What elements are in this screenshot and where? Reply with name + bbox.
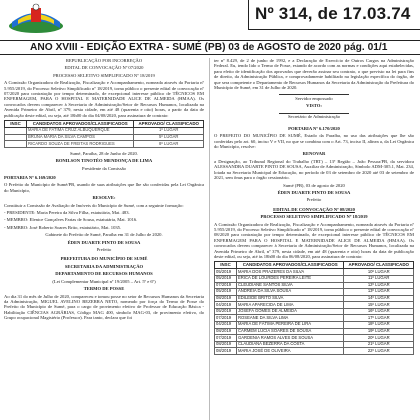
member-line: - MEMBRO: Elenice Gonçalves Farias de Sousa, estatutária, Mat. 1016. (4, 217, 138, 223)
table-cell: ANDRÉIA DA SILVA SOUSA (237, 289, 344, 296)
table-cell (5, 128, 27, 135)
termo-posse-body: Ao dia 31 do mês de Julho de 2020, compareceu e tomou posse no setor de Recursos Humanos da Secretaria da Administração, MIGUEL AVELINO BEZERRA NETO, nomeado por força do Termo de Posse do Prefeito do Município de Sumé, para o cargo de provimento efetivo de Professor de Educação Básica - Habilitação CIÊNCIAS AGRÁRIAS, Código MAG 400, símbolo MAG-03, de provimento efetivo, do Grupo ocupacional Magistério (Professor). Para tanto, declara que foi (4, 293, 204, 321)
edition-bar (0, 40, 420, 55)
col-classification: APROVADO/ CLASSIFICADO (344, 262, 414, 269)
column-divider (209, 58, 210, 420)
departamento-heading: DEPARTAMENTO DE RECURSOS HUMANOS (55, 271, 153, 277)
signature-name: ÉDEN DUARTE PINTO DE SOUSA (277, 189, 351, 195)
table-cell: 21º LUGAR (344, 341, 414, 348)
table-cell: 07/2019 (215, 282, 237, 289)
table-cell: 05/2019 (215, 269, 237, 276)
col-classification: APROVADO/ CLASSIFICADO (134, 121, 204, 128)
table-cell: CARMEM LÚCIA SOARES DE SOUSA (237, 328, 344, 335)
process-title: PROCESSO SELETIVO SIMPLIFICADO Nº 18/2019 (53, 72, 155, 78)
table-cell: JOSEFA GOMES DE ALMEIDA (237, 308, 344, 315)
col-insc: INSC (5, 121, 27, 128)
portaria-body: O PREFEITO DO MUNICÍPIO DE SUMÉ, Estado da Paraíba, no uso das atribuições que lhe são conferidas pelo art. 60, inciso V e VII, no que se combina com o Art. 73, inciso II, alínea a, da Lei Orgânica do Município, resolve: (214, 133, 414, 150)
renovar-body: a Designação, ao Tribunal Regional do Trabalho (TRT) – 13ª Região – João Pessoa/PB, da servidora ALESSANDRA DUARTE PINTO DE SOUSA, Auxiliar de Administração, Símbolo ADM-305.1, Mat. 234, lotada na Secretaria Municipal de Educação, no período de 03 de setembro de 2020 até 03 de setembro de 2021, sem ônus para o órgão cessionário. (214, 158, 414, 181)
table-cell: 20º LUGAR (344, 335, 414, 342)
table-cell: RICARDO SOUZA DE FREITAS RODRIGUES (27, 141, 134, 148)
edition-line: ANO XVIII - EDIÇÃO EXTRA - SUMÉ (PB) 03 de AGOSTO de 2020 pág. 01/1 (30, 42, 388, 53)
table-cell: MARIA APARECIDA DE LIMA (237, 302, 344, 309)
table-cell: 8º LUGAR (134, 141, 204, 148)
municipal-crest-icon (6, 0, 66, 34)
issue-number-box (248, 0, 420, 30)
signature-role: Presidente da Comissão (82, 165, 126, 171)
table-row (215, 348, 414, 355)
signature-line (279, 113, 349, 114)
table-cell: 19º LUGAR (344, 328, 414, 335)
col-candidates: CANDIDATOS APROVADOS/CLASSIFICADOS (237, 262, 344, 269)
prefeitura-heading: PREFEITURA DO MUNICÍPIO DE SUMÉ (60, 256, 148, 262)
table-cell: ERICA DE LOURDES PEREIRA LEITE (237, 275, 344, 282)
signature-name: ÉDEN DUARTE PINTO DE SOUSA (67, 239, 141, 245)
table-cell (5, 141, 27, 148)
table-row (5, 134, 204, 141)
table-cell: 04/2019 (215, 321, 237, 328)
left-column (4, 58, 204, 420)
secretaria-heading: SECRETARIA DA ADMINISTRAÇÃO (64, 263, 144, 269)
signature-role: Prefeito (306, 197, 322, 203)
table-cell: 04/2019 (215, 302, 237, 309)
portaria-title: PORTARIA Nº 6.169/2020 (4, 175, 56, 180)
table-cell: 22º LUGAR (344, 348, 414, 355)
gabinete-line: Gabinete do Prefeito de Sumé, Paraíba em 31 de Julho de 2020. (45, 232, 163, 238)
table-cell: MARIA DE FÁTIMA PEREIRA DE LIRA (237, 321, 344, 328)
table-cell: 07/2019 (215, 315, 237, 322)
table-cell: 17º LUGAR (344, 315, 414, 322)
signature-role: Prefeito (96, 247, 112, 253)
place-date: Sumé, Paraíba, 28 de Junho de 2020. (69, 150, 138, 156)
republication-note: REPUBLICAÇÃO POR INCORREÇÃO (65, 58, 143, 63)
member-line: - MEMBRO: José Roberto Soares Brito, estatutário, Mat. 1035. (4, 224, 122, 230)
place-date: Sumé (PB), 03 de agosto de 2020 (283, 182, 345, 188)
servidor-label: Servidor empossado (295, 96, 333, 102)
col-candidates: CANDIDATOS APROVADOS/CLASSIFICADOS (27, 121, 134, 128)
table-cell: CLAUDIANA BEZERRA DA COSTA (237, 341, 344, 348)
renovar-label: RENOVAR (302, 151, 326, 157)
resolve-label: RESOLVE: (92, 195, 116, 201)
table-cell: 12º LUGAR (344, 282, 414, 289)
table-cell: CLEUDIANE SANTOS SILVA (237, 282, 344, 289)
table-cell: MARIA JOSÉ DE OLIVEIRA (237, 348, 344, 355)
process-title: PROCESSO SELETIVO SIMPLIFICADO Nº 18/2019 (260, 214, 368, 220)
table-cell: GARDENIA RAMOS ALVES DE SOUSA (237, 335, 344, 342)
edital-title: EDITAL DE CONVOCAÇÃO Nº 08/2020 (273, 206, 355, 212)
table-cell: 10º LUGAR (344, 269, 414, 276)
table-cell: 16º LUGAR (344, 308, 414, 315)
portaria-title: PORTARIA Nº 6.170/2020 (288, 125, 340, 131)
table-cell: 07/2019 (215, 335, 237, 342)
table-cell: 14º LUGAR (344, 295, 414, 302)
table-cell: 11º LUGAR (344, 275, 414, 282)
table-cell: 1º LUGAR (134, 128, 204, 135)
table-cell: 18º LUGAR (344, 321, 414, 328)
table-cell: 08/2019 (215, 295, 237, 302)
table-cell: 08/2019 (215, 348, 237, 355)
col-insc: INSC (215, 262, 237, 269)
signature-line (279, 94, 349, 95)
table-row (215, 295, 414, 302)
table-cell: 08/2019 (215, 328, 237, 335)
table-cell: 05/2019 (215, 308, 237, 315)
candidates-table (4, 120, 204, 148)
posse-continuation: ter nº 8.429, de 2 de junho de 1992, e a Declaração de Exercício de Outros Cargos na Administração Federal. Eu, tendo lido o Termo de Posse, estando de acordo com as normas e condições aqui estabelecidas, para efeito de identificação dos aprovados que deverão assinar seu contrato, o que previsto na lei para fins de direito, da Administração Pública, e comprovadamente habilitado na legislação específica do órgão, de que sera competente o Departamento de Recursos Humanos da Secretaria da Administração da Prefeitura do Município de Sumé, em 31 de Julho de 2020. (214, 58, 414, 91)
table-cell: MARIA DE FATIMA CRUZ ALBUQUERQUE (27, 128, 134, 135)
table-cell: 15º LUGAR (344, 302, 414, 309)
termo-posse-title: TERMO DE POSSE (83, 286, 125, 292)
table-cell (5, 134, 27, 141)
table-cell: 05/2019 (215, 289, 237, 296)
table-cell: 5º LUGAR (134, 134, 204, 141)
law-reference: (Lei Complementar Municipal nº 19/2005 – Art. 5º e 6º) (52, 278, 156, 284)
table-row (215, 328, 414, 335)
member-line: - PRESIDENTE: Maria Pereira da Silva Filha, estatutária, Mat. 483. (4, 210, 130, 216)
edital-title: EDITAL DE CONVOCAÇÃO Nº 07/2020 (64, 65, 144, 71)
signature-name: BONILSON TINOTÉO MENDONÇA DE LIMA (55, 158, 153, 164)
table-row (215, 308, 414, 315)
masthead (0, 0, 420, 38)
table-row (5, 141, 204, 148)
issue-number: Nº 314, de 17.03.74 (255, 4, 411, 23)
resolve-body: Constituir a Comissão de Avaliação de Imóveis do Município de Sumé, com a seguinte formação: (4, 202, 184, 208)
table-cell: 13º LUGAR (344, 289, 414, 296)
table-cell: ROSEANE DA SILVA LIMA (237, 315, 344, 322)
right-column (214, 58, 414, 420)
portaria-body: O Prefeito do Município de Sumé/PB, usando de suas atribuições que lhe são conferidas pela Lei Orgânica do Município, (4, 182, 204, 193)
table-cell: EDILEIDE BRITO SILVA (237, 295, 344, 302)
candidates-table (214, 261, 414, 355)
secretario-label: Secretário de Administração (287, 114, 341, 120)
edital-body: A Comissão Organizadora de Realização, Fiscalização e Acompanhamento, nomeada através da Portaria nº 5.955/2019, do Processo Seletivo Simplificado nº 18/2019, torna público o presente edital de convocação nº 07/2020 para contratação por tempo determinado, de excepcional interesse público de TÉCNICOS EM ENFERMAGEM, PARA O HOSPITAL E MATERNIDADE ALICE DE ALMEIDA (HMAA). Os convocados devem comparecer à Secretaria de Administração/Setor de Recursos Humanos, localizada na Avenida Primeiro de Abril, nº 379, nesta cidade, em até 48 (quarenta e oito) horas, a partir da data de publicação deste edital, ou seja, até 18h00 do dia 04/08/2020, para assinatura de contrato: (4, 80, 204, 118)
visto-label: VISTO: (306, 103, 322, 109)
table-cell: BRUNA MARIA DA SILVA CAMPOS (27, 134, 134, 141)
table-cell: 08/2019 (215, 341, 237, 348)
table-cell: 05/2019 (215, 275, 237, 282)
table-row (215, 341, 414, 348)
table-cell: MARIA DOS PRAZERES DA SILVA (237, 269, 344, 276)
edital-body: A Comissão Organizadora de Realização, Fiscalização e Acompanhamento, nomeada através da Portaria nº 5.955/2019, do Processo Seletivo Simplificado nº 18/2019, torna público o presente edital de convocação nº 08/2020 para contratação por tempo determinado, de excepcional interesse público de TÉCNICOS EM ENFERMAGEM PARA O HOSPITAL E MATERNIDADE ALICE DE ALMEIDA (HMAA). Os convocados devem comparecer à Secretaria de Administração/Setor de Recursos Humanos, localizada na Avenida Primeiro de Abril, nº 379, nesta cidade, em até 48 (quarenta e oito) horas da data de publicação deste edital, ou seja, até às 18h00 do dia 06/08/2020, para assinatura de contrato: (214, 221, 414, 259)
